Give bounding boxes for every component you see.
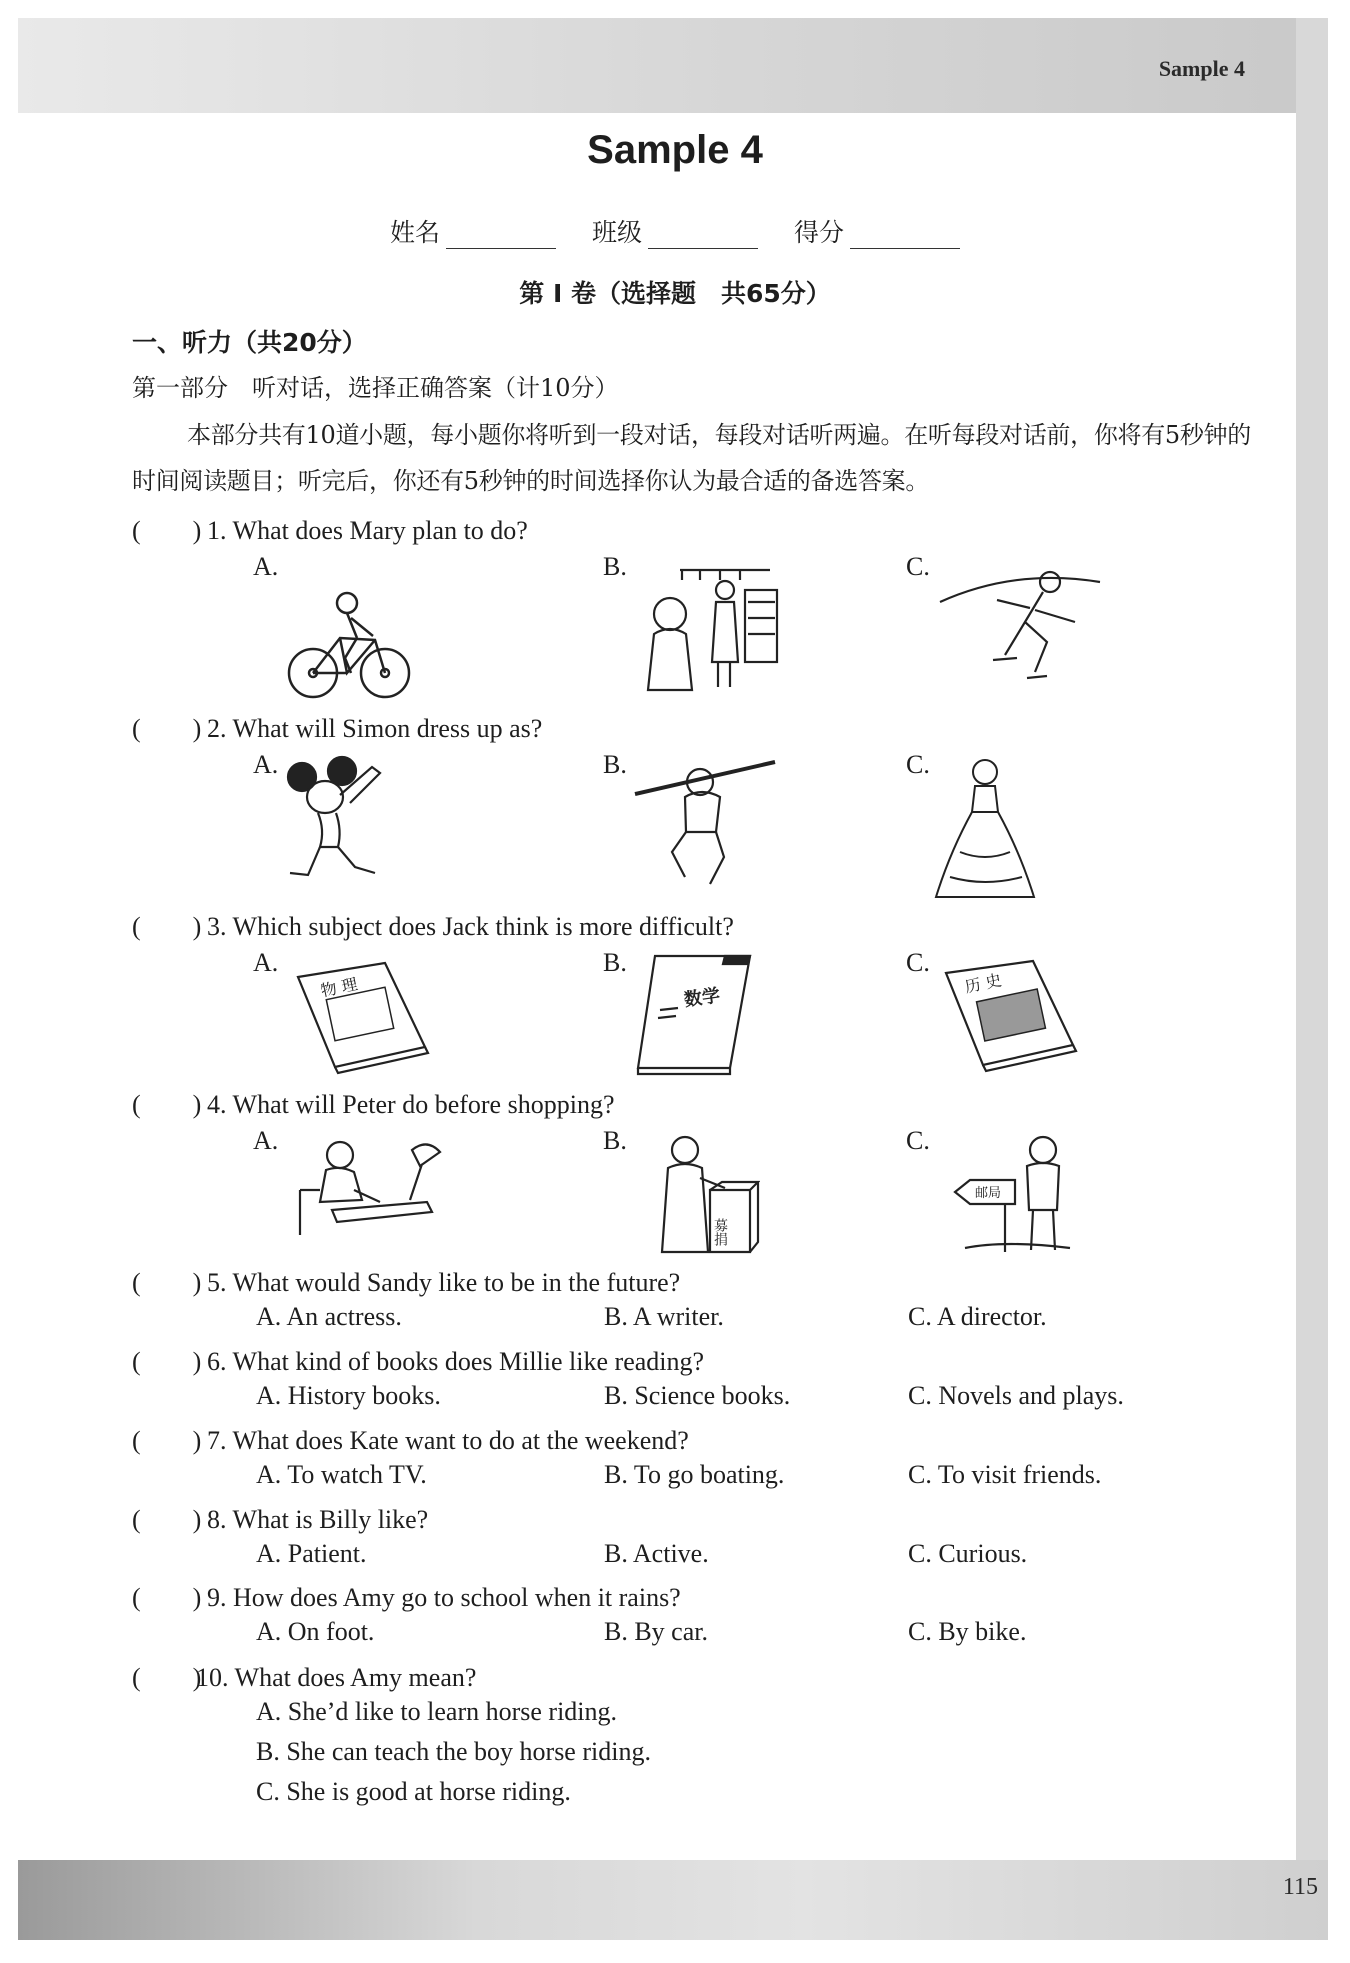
name-field[interactable]	[390, 213, 556, 249]
answer-paren[interactable]: ( )	[132, 1090, 202, 1119]
option-a[interactable]: A. An actress.	[256, 1302, 402, 1331]
option-c[interactable]: C. She is good at horse riding.	[256, 1777, 571, 1806]
volume-title: 第 I 卷（选择题 共65分）	[519, 279, 831, 308]
page-title: Sample 4	[587, 128, 763, 172]
option-b[interactable]: B. She can teach the boy horse riding.	[256, 1737, 651, 1766]
option-letter[interactable]: B.	[603, 1126, 627, 1155]
donation-box-icon[interactable]	[640, 1130, 760, 1255]
question-text: 9. How does Amy go to school when it rains?	[207, 1583, 681, 1612]
question-text: 8. What is Billy like?	[207, 1505, 429, 1534]
post-office-sign-icon[interactable]	[945, 1130, 1075, 1255]
option-b[interactable]: B. To go boating.	[604, 1460, 785, 1489]
score-label: 得分	[793, 218, 844, 247]
option-letter[interactable]: B.	[603, 552, 627, 581]
snow-white-icon[interactable]	[930, 752, 1040, 902]
class-blank[interactable]	[648, 226, 758, 249]
question-text: 6. What kind of books does Millie like reading?	[207, 1347, 705, 1376]
option-c[interactable]: C. Curious.	[908, 1539, 1028, 1568]
option-letter[interactable]: A.	[253, 948, 279, 977]
question-1	[132, 510, 528, 547]
book-label: 物 理	[319, 974, 360, 1001]
class-field[interactable]	[592, 213, 758, 249]
mickey-mouse-icon[interactable]	[280, 755, 400, 885]
physics-book-icon[interactable]	[290, 955, 430, 1075]
answer-paren[interactable]: ( )	[132, 1347, 202, 1376]
book-label: 数学	[682, 985, 722, 1011]
option-c[interactable]: C. A director.	[908, 1302, 1047, 1331]
studying-icon[interactable]	[292, 1130, 442, 1240]
option-a[interactable]: A. To watch TV.	[256, 1460, 427, 1489]
book-label: 历 史	[963, 970, 1004, 997]
score-blank[interactable]	[850, 226, 960, 249]
instructions-paragraph: 本部分共有10道小题，每小题你将听到一段对话，每段对话听两遍。在听每段对话前，你将有5秒钟的时间阅读题目；听完后，你还有5秒钟的时间选择你认为最合适的备选答案。	[132, 421, 1252, 495]
question-4	[132, 1084, 614, 1121]
option-b[interactable]: B. Science books.	[604, 1381, 791, 1410]
part-title: 第一部分 听对话，选择正确答案（计10分）	[132, 374, 619, 402]
page-number: 115	[1282, 1874, 1318, 1900]
option-letter[interactable]: C.	[906, 948, 930, 977]
answer-paren[interactable]: ( )	[132, 1583, 202, 1612]
footer-band	[18, 1860, 1328, 1940]
question-2	[132, 708, 542, 745]
name-blank[interactable]	[446, 226, 556, 249]
option-letter[interactable]: C.	[906, 1126, 930, 1155]
option-letter[interactable]: C.	[906, 750, 930, 779]
skater-icon[interactable]	[935, 560, 1105, 690]
question-text: 7. What does Kate want to do at the weekend?	[207, 1426, 689, 1455]
score-field[interactable]	[794, 213, 960, 249]
answer-paren[interactable]: ( )	[132, 1426, 202, 1455]
cyclist-icon[interactable]	[285, 588, 415, 703]
running-header: Sample 4	[1158, 56, 1245, 81]
sign-label: 邮局	[975, 1186, 1002, 1201]
question-text: 3. Which subject does Jack think is more difficult?	[207, 912, 734, 941]
answer-paren[interactable]: ( )	[132, 516, 202, 545]
option-letter[interactable]: B.	[603, 948, 627, 977]
option-letter[interactable]: B.	[603, 750, 627, 779]
answer-paren[interactable]: ( )	[132, 1505, 202, 1534]
answer-paren[interactable]: ( )	[132, 1663, 202, 1692]
shopping-icon[interactable]	[630, 562, 780, 692]
option-c[interactable]: C. By bike.	[908, 1617, 1027, 1646]
option-letter[interactable]: A.	[253, 552, 279, 581]
option-b[interactable]: B. A writer.	[604, 1302, 724, 1331]
question-text: 5. What would Sandy like to be in the future?	[207, 1268, 681, 1297]
question-7	[132, 1420, 689, 1457]
question-9	[132, 1577, 681, 1614]
option-b[interactable]: B. By car.	[604, 1617, 708, 1646]
answer-paren[interactable]: ( )	[132, 714, 202, 743]
class-label: 班级	[591, 218, 642, 247]
history-book-icon[interactable]	[938, 955, 1078, 1075]
question-text: 4. What will Peter do before shopping?	[207, 1090, 615, 1119]
question-3	[132, 906, 734, 943]
question-5	[132, 1262, 680, 1299]
option-letter[interactable]: A.	[253, 750, 279, 779]
question-6	[132, 1341, 704, 1378]
question-10	[132, 1657, 476, 1694]
monkey-king-icon[interactable]	[630, 752, 780, 892]
option-a[interactable]: A. On foot.	[256, 1617, 375, 1646]
option-c[interactable]: C. Novels and plays.	[908, 1381, 1124, 1410]
answer-paren[interactable]: ( )	[132, 912, 202, 941]
section-title: 一、听力（共20分）	[132, 328, 367, 357]
option-a[interactable]: A. History books.	[256, 1381, 441, 1410]
option-c[interactable]: C. To visit friends.	[908, 1460, 1102, 1489]
option-letter[interactable]: A.	[253, 1126, 279, 1155]
header-band	[18, 18, 1328, 113]
question-8	[132, 1499, 428, 1536]
option-a[interactable]: A. She’d like to learn horse riding.	[256, 1697, 618, 1726]
math-book-icon[interactable]	[630, 948, 760, 1078]
answer-paren[interactable]: ( )	[132, 1268, 202, 1297]
option-b[interactable]: B. Active.	[604, 1539, 709, 1568]
box-label: 募捐	[712, 1218, 728, 1246]
question-text: 2. What will Simon dress up as?	[207, 714, 543, 743]
question-text: 10. What does Amy mean?	[196, 1663, 477, 1692]
question-text: 1. What does Mary plan to do?	[207, 516, 528, 545]
name-label: 姓名	[390, 218, 441, 247]
student-info-row	[0, 213, 1350, 249]
option-a[interactable]: A. Patient.	[256, 1539, 367, 1568]
option-letter[interactable]: C.	[906, 552, 930, 581]
